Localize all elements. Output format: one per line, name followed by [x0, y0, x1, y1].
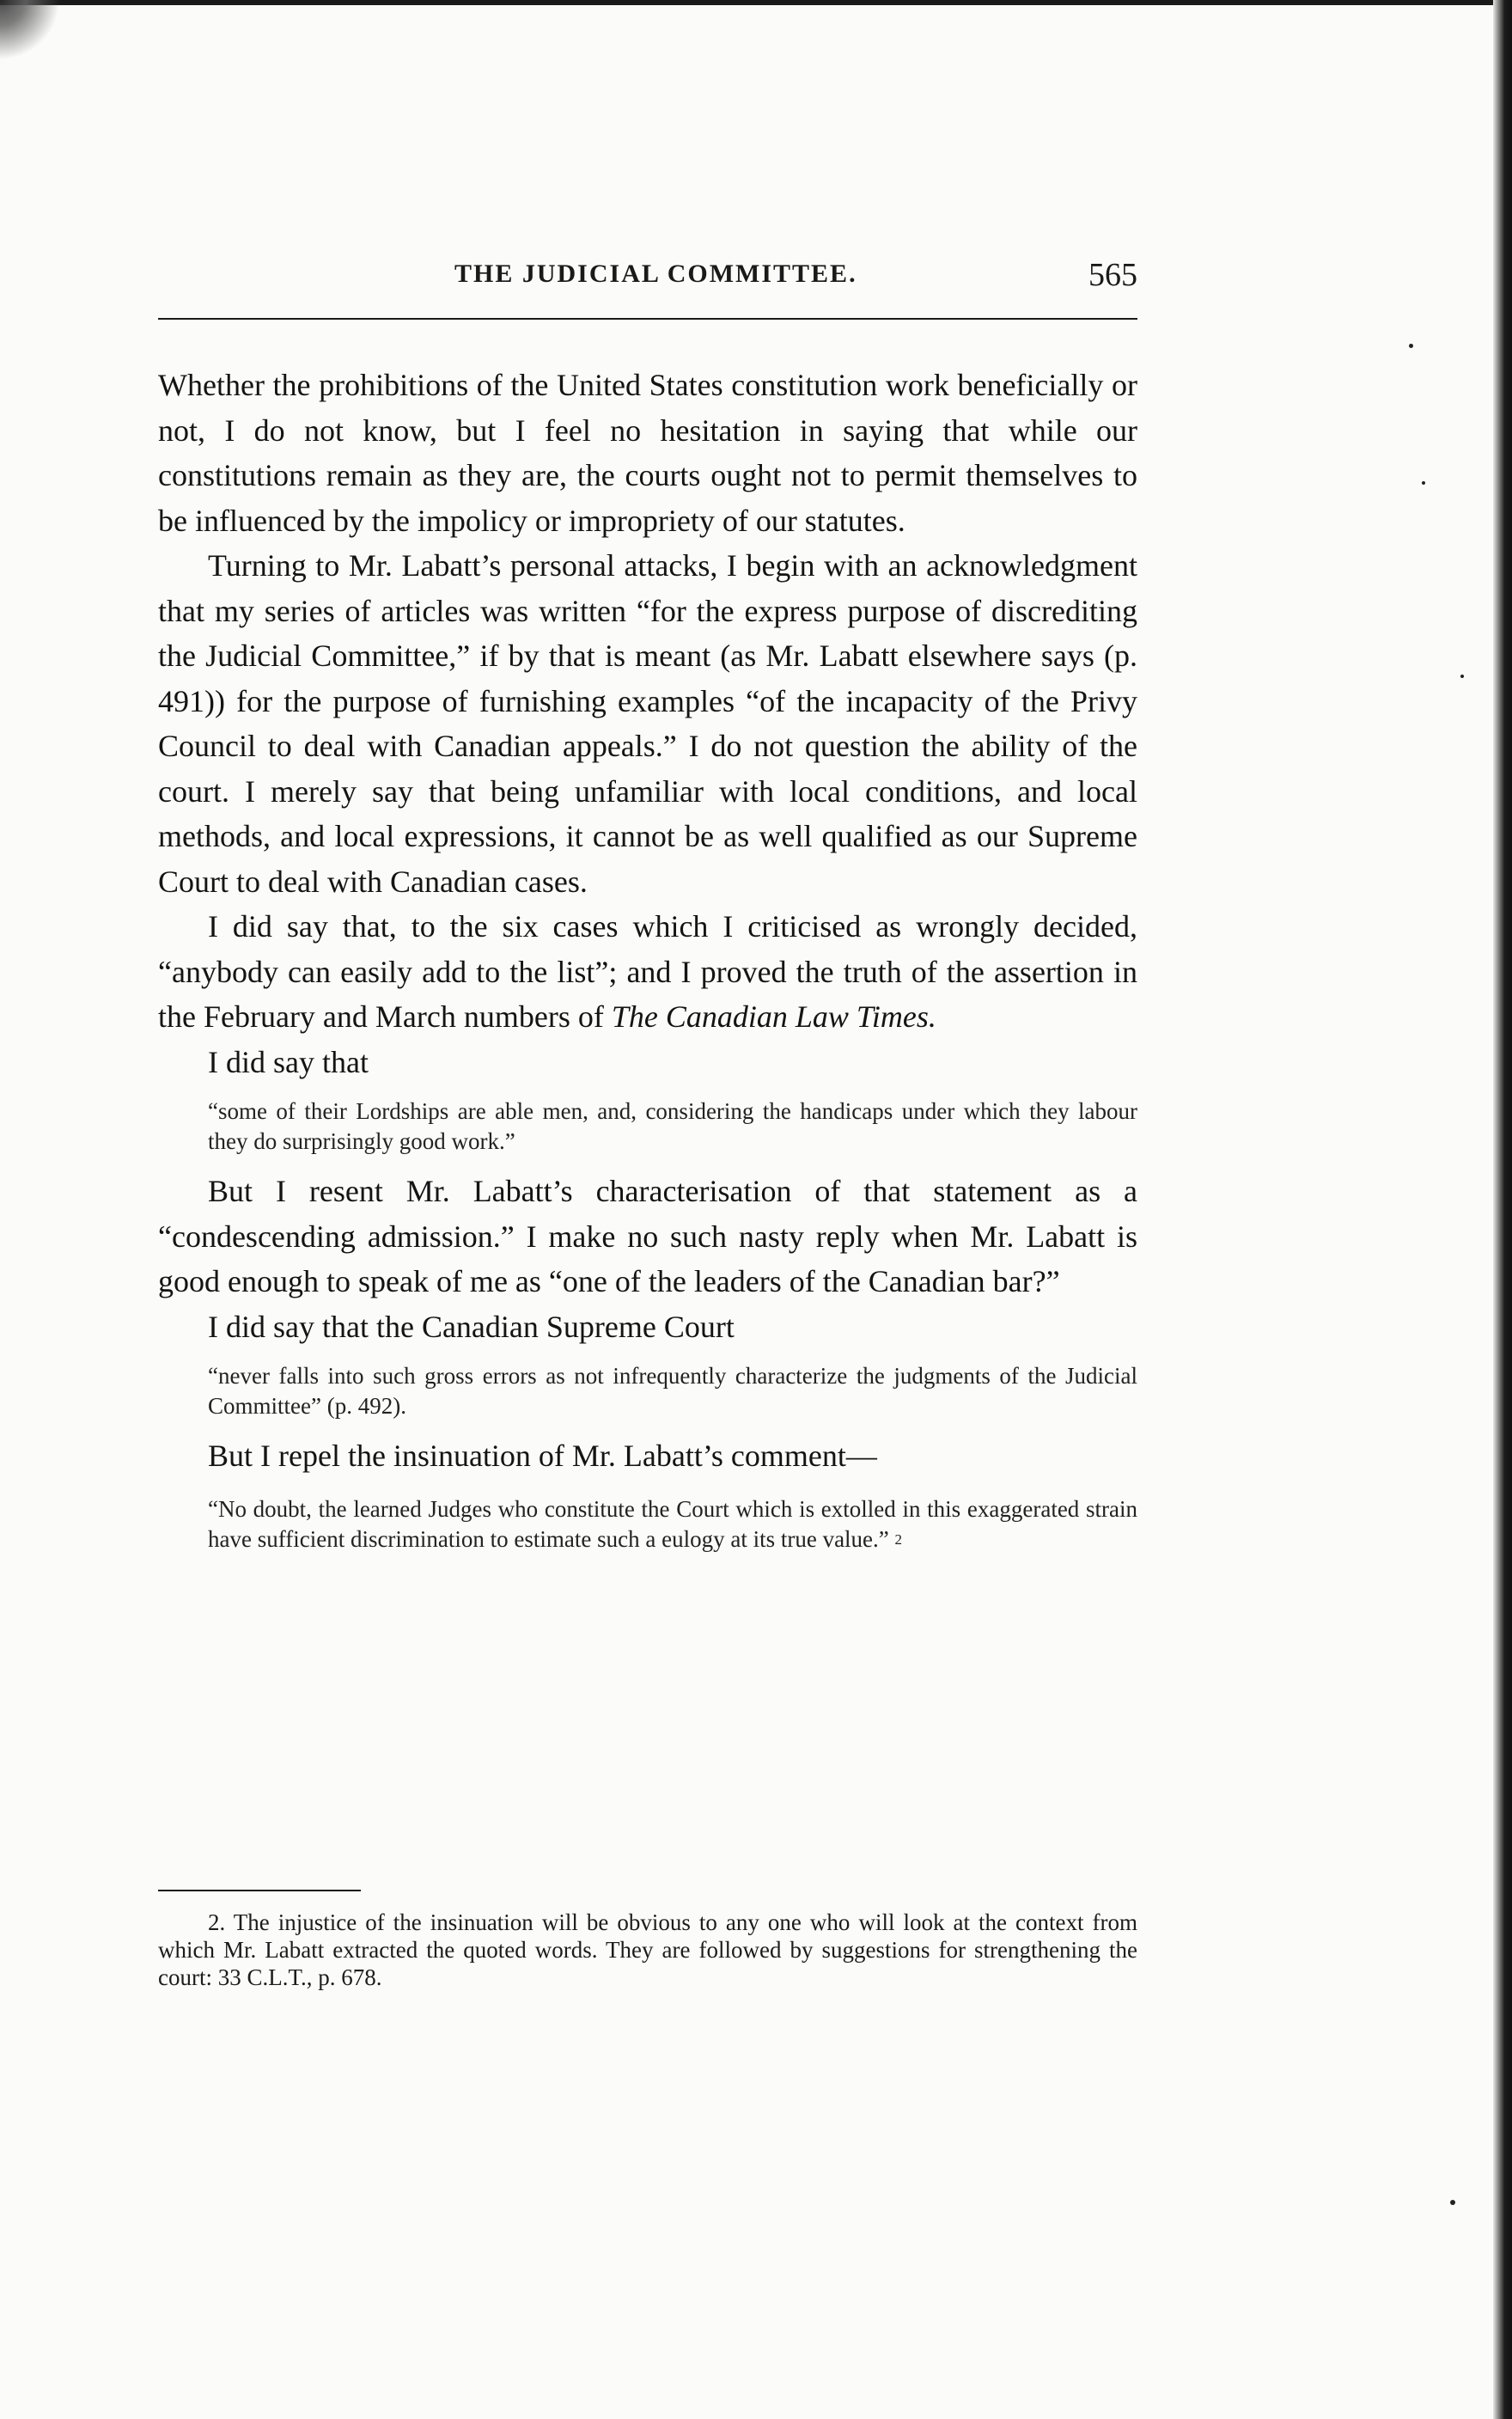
- page-content: [158, 254, 1137, 1990]
- paragraph-repel: But I repel the insinuation of Mr. Labatt’s comment—: [208, 1439, 877, 1473]
- quote-lordships: “some of their Lordships are able men, and, considering the handicaps under which they labour they do surprisingly good work.”: [208, 1098, 1137, 1154]
- scan-corner-artifact: [0, 0, 60, 60]
- scan-speck: [1460, 675, 1464, 678]
- paragraph-six-cases: [158, 904, 1137, 1040]
- quote-gross-errors: “never falls into such gross errors as not infrequently characterize the judgments of the Judicial Committee” (p. 492).: [208, 1363, 1137, 1419]
- journal-title: The Canadian Law Times.: [611, 999, 936, 1034]
- scan-edge-right: [1493, 0, 1512, 2419]
- footnote: [158, 1909, 1137, 1991]
- paragraph-six-cases-text: I did say that, to the six cases which I criticised as wrongly decided, “anybody can easily add to the list”; and I proved the truth of the assertion in the February and March numbers of: [158, 909, 1137, 1034]
- paragraph-resent: But I resent Mr. Labatt’s characterisation of that statement as a “condescending admission.” I make no such nasty reply when Mr. Labatt is good enough to speak of me as “one of the leaders of the Canadian bar?”: [158, 1174, 1137, 1298]
- paragraph-did-say: I did say that: [208, 1044, 369, 1079]
- quote-eulogy: [208, 1494, 1137, 1555]
- paragraph-personal-attacks: Turning to Mr. Labatt’s personal attacks, I begin with an acknowledgment that my series of articles was written “for the express purpose of discrediting the Judicial Committee,” if by that is meant (as Mr. Labatt elsewhere says (p. 491)) for the purpose of furnishing examples “of the incapacity of the Privy Council to deal with Canadian appeals.” I do not question the ability of the court. I merely say that being unfamiliar with local conditions, and local methods, and local expressions, it cannot be as well qualified as our Supreme Court to deal with Canadian cases.: [158, 548, 1137, 899]
- scan-speck: [1450, 2200, 1455, 2205]
- scan-edge-top: [0, 0, 1512, 5]
- body-text: [158, 363, 1137, 1570]
- quote-eulogy-text: “No doubt, the learned Judges who constitute the Court which is extolled in this exaggerated strain have sufficient discrimination to estimate such a eulogy at its true value.”: [208, 1495, 1137, 1552]
- header-rule: [158, 318, 1137, 320]
- paragraph-prohibitions: Whether the prohibitions of the United States constitution work beneficially or not, I do not know, but I feel no hesitation in saying that while our constitutions remain as they are, the courts ought not to permit themselves to be influenced by the impolicy or impropriety of our statutes.: [158, 368, 1137, 538]
- footnote-ref: 2: [894, 1530, 903, 1548]
- page-number: 565: [1088, 257, 1137, 293]
- scan-speck: [1409, 344, 1413, 348]
- scan-speck: [1422, 481, 1425, 485]
- footnote-text: 2. The injustice of the insinuation will be obvious to any one who will look at the context from which Mr. Labatt extracted the quoted words. They are followed by suggestions for strengthening the court: 33 C.L.T., p. 678.: [158, 1909, 1137, 1990]
- footnote-rule: [158, 1890, 361, 1891]
- running-title: THE JUDICIAL COMMITTEE.: [454, 260, 857, 288]
- running-head: [158, 254, 1137, 306]
- paragraph-supreme-court: I did say that the Canadian Supreme Court: [208, 1309, 735, 1344]
